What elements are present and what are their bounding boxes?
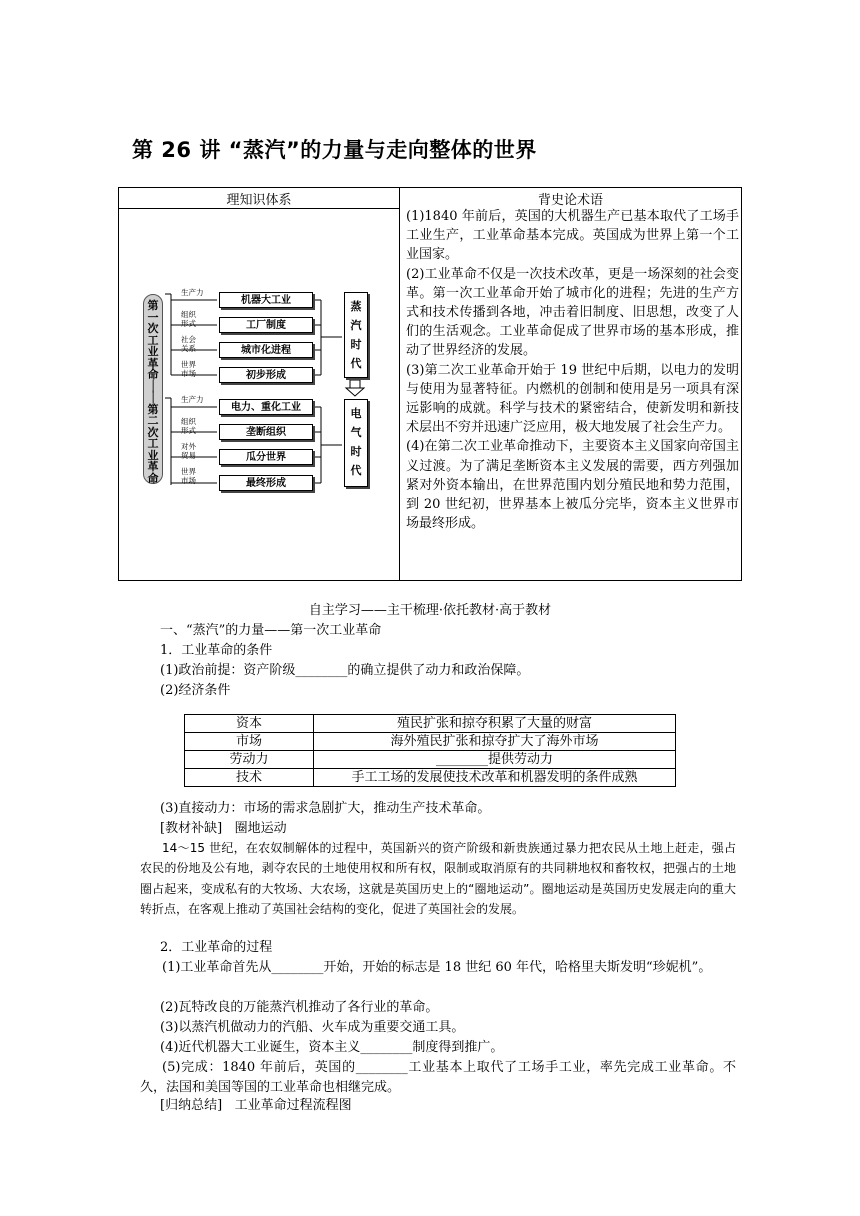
- term-item: (1)1840 年前后，英国的大机器生产已基本取代了工场手工业生产，工业革命基本完成。英国成为世界上第一个工业国家。: [406, 209, 739, 263]
- process-item: (2)瓦特改良的万能蒸汽机推动了各行业的革命。: [160, 1000, 439, 1015]
- table-cell: 市场: [185, 733, 314, 751]
- term-item: (3)第二次工业革命开始于 19 世纪中后期，以电力的发明与使用为显著特征。内燃机的创制和使用是另一项具有深远影响的成就。科学与技术的紧密结合，使新发明和新技术层出不穷并迅速广泛应用，极大地发展了社会生产力。: [406, 362, 739, 436]
- summary-table: [118, 187, 742, 581]
- aspect-label: 社会 关系: [181, 335, 196, 353]
- supplement-text: 14～15 世纪，在农奴制解体的过程中，英国新兴的资产阶级和新贵族通过暴力把农民从土地上赶走，强占农民的份地及公有地，剥夺农民的土地使用权和所有权，限制或取消原有的共同耕地权和畜牧权，把强占的土地圈占起来，变成私有的大牧场、大农场，这就是英国历史上的“圈地运动”。圈地运动是英国历史发展走向的重大转折点，在客观上推动了英国社会结构的变化，促进了英国社会的发展。: [140, 841, 736, 917]
- table-cell: 资本: [185, 715, 314, 733]
- table-cell: 海外殖民扩张和掠夺扩大了海外市场: [314, 733, 676, 751]
- sub-heading: 1．工业革命的条件: [160, 643, 273, 658]
- term-item: (2)工业革命不仅是一次技术改革，更是一场深刻的社会变革。第一次工业革命开始了城市化的进程；先进的生产方式和技术传播到各地，冲击着旧制度、旧思想，改变了人们的生活观念。工业革命促成了世界市场的基本形成，推动了世界经济的发展。: [406, 266, 739, 359]
- process-item: (3)以蒸汽机做动力的汽船、火车成为重要交通工具。: [160, 1020, 465, 1035]
- diagram-box: 初步形成: [219, 367, 313, 383]
- bar-label: 第 一 次 工 业 革 命 │ │ 第 二 次 工 业 革 命: [147, 299, 159, 485]
- summary-heading: [160, 1096, 750, 1115]
- table-row: [185, 751, 676, 769]
- header-divider: [119, 208, 399, 209]
- diagram-box: 机器大工业: [219, 292, 313, 308]
- aspect-label: 组织 形式: [181, 310, 196, 328]
- process-item: (4)近代机器大工业诞生，资本主义________制度得到推广。: [160, 1040, 504, 1055]
- condition-text: (2)经济条件: [160, 683, 231, 698]
- process-item: (1)工业革命首先从________开始，开始的标志是 18 世纪 60 年代，哈格里夫斯发明“珍妮机”。: [162, 960, 712, 975]
- diagram-box: 最终形成: [219, 475, 313, 491]
- summary-label: [归纳总结]: [160, 1098, 223, 1113]
- table-cell: 殖民扩张和掠夺积累了大量的财富: [314, 715, 676, 733]
- left-header: 理知识体系: [226, 193, 292, 208]
- aspect-label: 世界 市场: [181, 467, 196, 485]
- right-header: 背史论术语: [537, 193, 603, 208]
- part-heading: 一、“蒸汽”的力量——第一次工业革命: [160, 623, 382, 638]
- aspect-label: 生产力: [181, 288, 204, 297]
- aspect-label: 组织 形式: [181, 417, 196, 435]
- table-cell: 手工工场的发展使技术改革和机器发明的条件成熟: [314, 769, 676, 787]
- table-cell: 技术: [185, 769, 314, 787]
- condition-text: (1)政治前提：资产阶级________的确立提供了动力和政治保障。: [160, 663, 530, 678]
- table-cell: ________提供劳动力: [314, 751, 676, 769]
- section-heading: 自主学习——主干梳理·依托教材·高于教材: [308, 603, 552, 618]
- table-cell: 劳动力: [185, 751, 314, 769]
- diagram-box: 城市化进程: [219, 342, 313, 358]
- supplement-label: [教材补缺]: [160, 821, 223, 836]
- aspect-label: 生产力: [181, 395, 204, 404]
- sub-heading: 2．工业革命的过程: [160, 940, 273, 955]
- summary-title: 工业革命过程流程图: [234, 1098, 352, 1113]
- diagram-box: 工厂制度: [219, 317, 313, 333]
- supplement-heading: [160, 819, 750, 838]
- history-terms: [406, 207, 739, 533]
- supplement-title: 圈地运动: [234, 821, 287, 836]
- diagram-box: 垄断组织: [219, 424, 313, 440]
- diagram-box: 电力、重化工业: [219, 399, 313, 415]
- aspect-label: 对外 贸易: [181, 442, 196, 460]
- aspect-label: 世界 市场: [181, 360, 196, 378]
- conditions-table: [184, 714, 676, 787]
- condition-text: (3)直接动力：市场的需求急剧扩大，推动生产技术革命。: [160, 801, 491, 816]
- electric-era-box: 电 气 时 代: [344, 399, 368, 487]
- table-row: [185, 733, 676, 751]
- table-divider: [399, 188, 400, 580]
- steam-era-box: 蒸 汽 时 代: [344, 292, 368, 378]
- table-row: [185, 769, 676, 787]
- page-title: 第 26 讲 “蒸汽”的力量与走向整体的世界: [132, 138, 537, 162]
- term-item: (4)在第二次工业革命推动下，主要资本主义国家向帝国主义过渡。为了满足垄断资本主义发展的需要，西方列强加紧对外资本输出，在世界范围内划分殖民地和势力范围，到 20 世纪初，世界基本上被瓜分完毕，资本主义世界市场最终形成。: [406, 439, 739, 532]
- table-row: [185, 715, 676, 733]
- process-item: (5)完成：1840 年前后，英国的________工业基本上取代了工场手工业，率先完成工业革命。不久，法国和美国等国的工业革命也相继完成。: [140, 1060, 736, 1095]
- diagram-box: 瓜分世界: [219, 449, 313, 465]
